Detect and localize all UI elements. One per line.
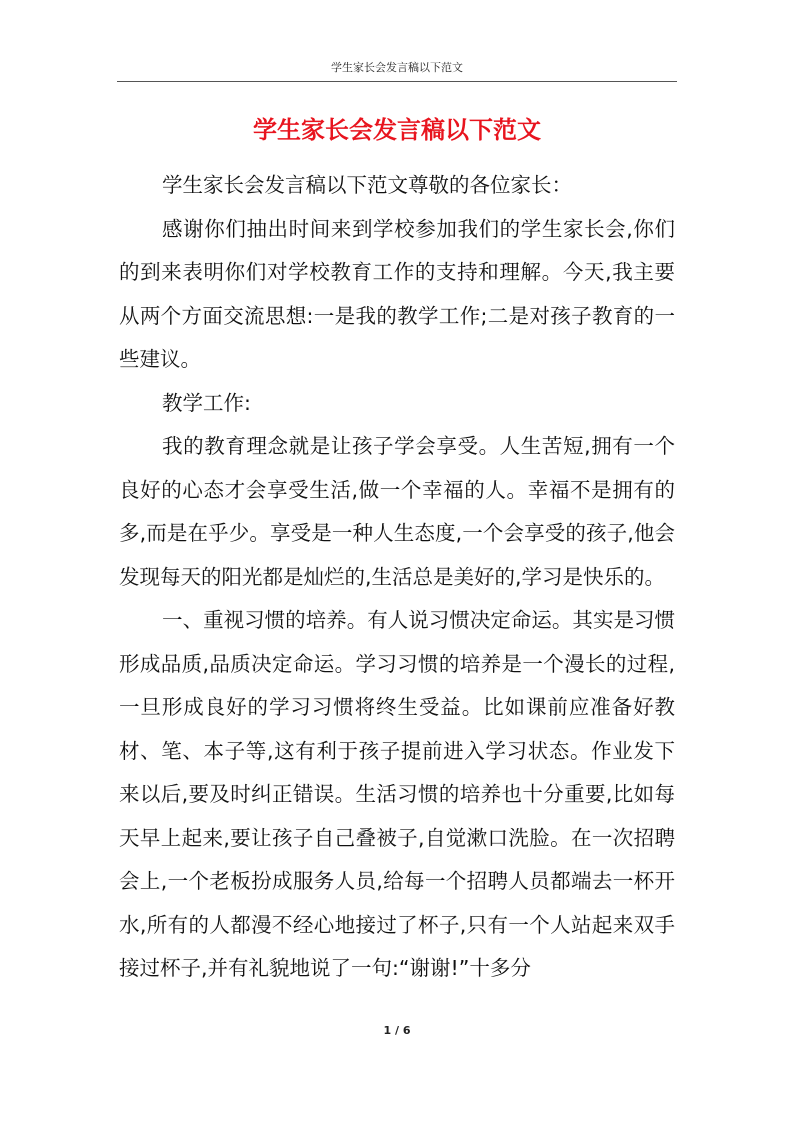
paragraph-salutation: 学生家长会发言稿以下范文尊敬的各位家长： [162,173,573,197]
paragraph-habits: 一、重视习惯的培养。有人说习惯决定命运。其实是习惯形成品质,品质决定命运。学习习惯的培养是一个漫长的过程,一旦形成良好的学习习惯将终生受益。比如课前应准备好教材、笔、本子等,这有利于孩子提前进入学习状态。作业发下来以后,要及时纠正错误。生活习惯的培养也十分重要,比如每天早上起来,要让孩子自己叠被子,自觉漱口洗脸。在一次招聘会上,一个老板扮成服务人员,给每一个招聘人员都端去一杯开水,所有的人都漫不经心地接过了杯子,只有一个人站起来双手接过杯子,并有礼貌地说了一句:“谢谢!”十多分 [119,608,675,980]
document-body [119,164,675,991]
paragraph-intro: 感谢你们抽出时间来到学校参加我们的学生家长会,你们的到来表明你们对学校教育工作的支持和理解。今天,我主要从两个方面交流思想:一是我的教学工作;二是对孩子教育的一些建议。 [119,216,675,371]
paragraph-section-heading: 教学工作: [162,390,251,415]
page-number: 1 / 6 [383,1024,411,1037]
paragraph-philosophy: 我的教育理念就是让孩子学会享受。人生苦短,拥有一个良好的心态才会享受生活,做一个幸福的人。幸福不是拥有的多,而是在乎少。享受是一种人生态度,一个会享受的孩子,他会发现每天的阳光都是灿烂的,生活总是美好的,学习是快乐的。 [119,434,675,589]
document-title: 学生家长会发言稿以下范文 [253,116,541,144]
running-header: 学生家长会发言稿以下范文 [331,61,463,74]
header-divider [117,81,677,82]
